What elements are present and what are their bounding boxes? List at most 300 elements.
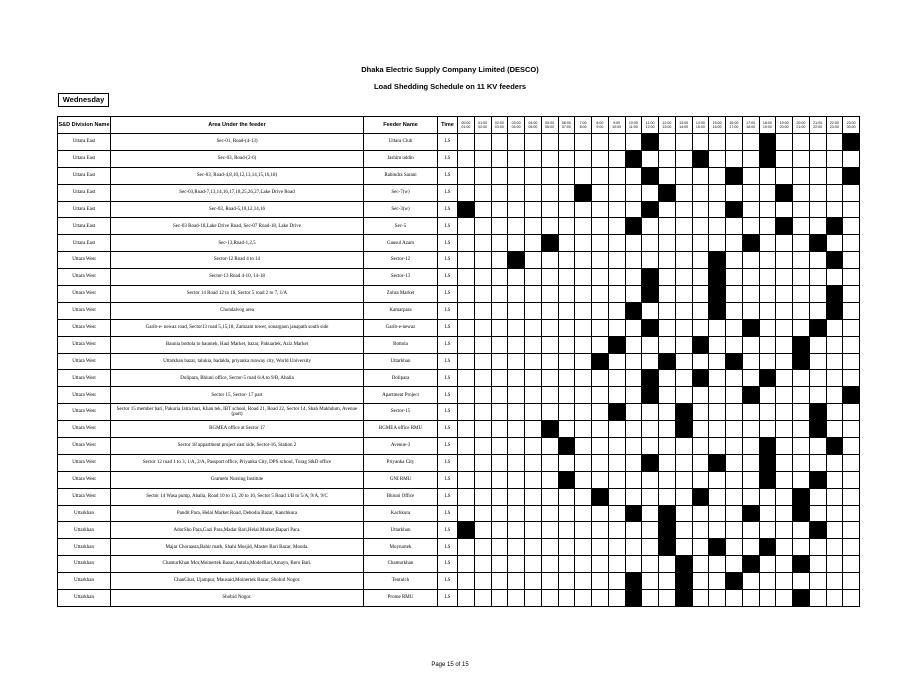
cell-time: LS	[438, 252, 458, 269]
shed-slot-empty	[826, 184, 843, 201]
shed-slot-empty	[625, 488, 642, 505]
shed-slot-empty	[675, 387, 692, 404]
shed-slot-empty	[525, 590, 542, 607]
cell-division: Uttara West	[58, 370, 111, 387]
shed-slot-empty	[575, 488, 592, 505]
cell-division: Uttarkhan	[58, 522, 111, 539]
shed-slot-empty	[608, 167, 625, 184]
shed-slot-empty	[474, 286, 491, 303]
shed-slot-filled	[843, 134, 860, 151]
shed-slot-empty	[541, 539, 558, 556]
shed-slot-empty	[776, 556, 793, 573]
shed-slot-filled	[642, 319, 659, 336]
shed-slot-empty	[776, 454, 793, 471]
shed-slot-empty	[541, 269, 558, 286]
shed-slot-empty	[592, 370, 609, 387]
shed-slot-empty	[826, 556, 843, 573]
shed-slot-empty	[491, 556, 508, 573]
shed-slot-empty	[692, 302, 709, 319]
shed-slot-empty	[541, 488, 558, 505]
shed-slot-empty	[826, 134, 843, 151]
slot-start: 17:00	[746, 120, 756, 125]
shed-slot-empty	[826, 353, 843, 370]
shed-slot-empty	[625, 336, 642, 353]
table-row	[58, 370, 860, 387]
shed-slot-empty	[742, 336, 759, 353]
shed-slot-filled	[659, 522, 676, 539]
shed-slot-empty	[541, 134, 558, 151]
shed-slot-empty	[793, 269, 810, 286]
shed-slot-empty	[575, 438, 592, 455]
shed-slot-empty	[525, 556, 542, 573]
shed-slot-empty	[809, 134, 826, 151]
shed-slot-filled	[843, 167, 860, 184]
shed-slot-empty	[508, 454, 525, 471]
shed-slot-empty	[675, 167, 692, 184]
table-header-row	[58, 117, 860, 134]
shed-slot-empty	[759, 319, 776, 336]
slot-start: 7:00	[579, 120, 587, 125]
shed-slot-empty	[541, 286, 558, 303]
slot-end: 07:00	[561, 125, 571, 129]
shed-slot-filled	[625, 505, 642, 522]
table-row	[58, 590, 860, 607]
shed-slot-empty	[659, 590, 676, 607]
cell-division: Uttara East	[58, 184, 111, 201]
shed-slot-empty	[776, 471, 793, 488]
cell-time: LS	[438, 167, 458, 184]
shed-slot-empty	[659, 150, 676, 167]
shed-slot-empty	[625, 286, 642, 303]
shed-slot-empty	[726, 150, 743, 167]
shed-slot-empty	[491, 404, 508, 421]
shed-slot-filled	[759, 471, 776, 488]
shed-slot-empty	[508, 522, 525, 539]
shed-slot-empty	[625, 556, 642, 573]
shed-slot-empty	[809, 184, 826, 201]
shed-slot-empty	[558, 404, 575, 421]
shed-slot-empty	[541, 302, 558, 319]
shed-slot-empty	[659, 252, 676, 269]
shed-slot-empty	[642, 539, 659, 556]
shed-slot-empty	[826, 235, 843, 252]
shed-slot-empty	[491, 269, 508, 286]
shed-slot-empty	[709, 167, 726, 184]
day-label: Wednesday	[58, 93, 109, 107]
shed-slot-empty	[793, 235, 810, 252]
shed-slot-empty	[709, 404, 726, 421]
shed-slot-empty	[474, 370, 491, 387]
shed-slot-empty	[776, 573, 793, 590]
shed-slot-filled	[793, 505, 810, 522]
table-row	[58, 235, 860, 252]
shed-slot-empty	[692, 319, 709, 336]
shed-slot-empty	[491, 488, 508, 505]
cell-area: BGMEA office at Sector 17	[111, 421, 364, 438]
shed-slot-empty	[793, 539, 810, 556]
shed-slot-empty	[508, 438, 525, 455]
shed-slot-filled	[692, 370, 709, 387]
cell-time: LS	[438, 387, 458, 404]
shed-slot-empty	[809, 286, 826, 303]
header-slot	[776, 117, 793, 134]
shed-slot-empty	[843, 184, 860, 201]
shed-slot-empty	[759, 421, 776, 438]
shed-slot-empty	[809, 505, 826, 522]
shed-slot-empty	[458, 235, 475, 252]
shed-slot-empty	[491, 286, 508, 303]
shed-slot-empty	[458, 218, 475, 235]
shed-slot-empty	[826, 387, 843, 404]
cell-time: LS	[438, 370, 458, 387]
shed-slot-filled	[709, 302, 726, 319]
cell-area: Sec-01, Road-(4-13)	[111, 134, 364, 151]
shed-slot-empty	[625, 454, 642, 471]
shed-slot-empty	[558, 336, 575, 353]
cell-division: Uttara East	[58, 235, 111, 252]
shed-slot-empty	[608, 184, 625, 201]
shed-slot-empty	[726, 471, 743, 488]
shed-slot-empty	[474, 522, 491, 539]
slot-start: 13:00	[679, 120, 689, 125]
shed-slot-empty	[525, 387, 542, 404]
slot-start: 9:00	[613, 120, 621, 125]
slot-end: 13:00	[662, 125, 672, 129]
shed-slot-empty	[625, 522, 642, 539]
shed-slot-empty	[659, 556, 676, 573]
cell-time: LS	[438, 235, 458, 252]
shed-slot-empty	[474, 218, 491, 235]
shed-slot-empty	[575, 167, 592, 184]
schedule-body	[58, 134, 860, 607]
shed-slot-empty	[742, 539, 759, 556]
shed-slot-empty	[809, 150, 826, 167]
shed-slot-empty	[843, 421, 860, 438]
shed-slot-empty	[726, 184, 743, 201]
shed-slot-empty	[558, 522, 575, 539]
shed-slot-empty	[491, 505, 508, 522]
cell-feeder: Sector-15	[364, 404, 438, 421]
cell-division: Uttara West	[58, 336, 111, 353]
cell-area: Sector 14 Wasa pump, Abalia, Road 10 to 13, 20 to 16, Sector 5 Road 1/B to 5/A, 9/A, 9/C	[111, 488, 364, 505]
shed-slot-empty	[508, 269, 525, 286]
shed-slot-empty	[809, 488, 826, 505]
table-row	[58, 505, 860, 522]
header-slot	[709, 117, 726, 134]
shed-slot-empty	[508, 184, 525, 201]
shed-slot-empty	[709, 505, 726, 522]
cell-division: Uttarkhan	[58, 590, 111, 607]
shed-slot-empty	[525, 471, 542, 488]
shed-slot-empty	[675, 505, 692, 522]
header-division: S&D Division Name	[58, 117, 111, 134]
shed-slot-empty	[592, 167, 609, 184]
header-slot	[508, 117, 525, 134]
shed-slot-empty	[742, 421, 759, 438]
shed-slot-empty	[675, 488, 692, 505]
shed-slot-empty	[608, 319, 625, 336]
table-row	[58, 269, 860, 286]
shed-slot-empty	[558, 505, 575, 522]
cell-division: Uttara West	[58, 404, 111, 421]
shed-slot-empty	[458, 404, 475, 421]
slot-start: 10:00	[628, 120, 638, 125]
shed-slot-empty	[625, 319, 642, 336]
shed-slot-empty	[508, 134, 525, 151]
shed-slot-empty	[793, 404, 810, 421]
shed-slot-empty	[809, 201, 826, 218]
shed-slot-empty	[474, 590, 491, 607]
shed-slot-empty	[659, 404, 676, 421]
shed-slot-empty	[558, 134, 575, 151]
shed-slot-empty	[575, 556, 592, 573]
cell-area: Pandit Para, Helal Market Road, Debodia Bazar, Kanchkura	[111, 505, 364, 522]
shed-slot-empty	[709, 522, 726, 539]
table-row	[58, 353, 860, 370]
header-slot	[575, 117, 592, 134]
shed-slot-empty	[692, 235, 709, 252]
shed-slot-empty	[675, 319, 692, 336]
shed-slot-empty	[541, 150, 558, 167]
cell-area: Sec-03 Road-18,Lake Drive Road, Sec-07 Road-18, Lake Drive	[111, 218, 364, 235]
shed-slot-empty	[776, 201, 793, 218]
shed-slot-empty	[793, 201, 810, 218]
shed-slot-empty	[759, 184, 776, 201]
table-row	[58, 218, 860, 235]
shed-slot-empty	[474, 201, 491, 218]
shed-slot-empty	[592, 438, 609, 455]
shed-slot-empty	[675, 336, 692, 353]
shed-slot-empty	[608, 505, 625, 522]
shed-slot-empty	[491, 353, 508, 370]
shed-slot-empty	[474, 454, 491, 471]
shed-slot-empty	[826, 269, 843, 286]
shed-slot-empty	[625, 387, 642, 404]
shed-slot-empty	[525, 539, 542, 556]
shed-slot-filled	[642, 201, 659, 218]
shed-slot-empty	[558, 184, 575, 201]
slot-start: 22:00	[829, 120, 839, 125]
shed-slot-empty	[508, 235, 525, 252]
shed-slot-empty	[592, 269, 609, 286]
shed-slot-empty	[793, 370, 810, 387]
shed-slot-empty	[642, 252, 659, 269]
shed-slot-empty	[726, 319, 743, 336]
shed-slot-empty	[809, 387, 826, 404]
shed-slot-empty	[592, 421, 609, 438]
shed-slot-empty	[525, 454, 542, 471]
shed-slot-empty	[525, 370, 542, 387]
shed-slot-filled	[759, 454, 776, 471]
shed-slot-empty	[709, 590, 726, 607]
shed-slot-empty	[826, 454, 843, 471]
shed-slot-empty	[474, 573, 491, 590]
header-slot	[458, 117, 475, 134]
shed-slot-empty	[491, 590, 508, 607]
shed-slot-empty	[675, 269, 692, 286]
shed-slot-empty	[608, 387, 625, 404]
shed-slot-empty	[541, 556, 558, 573]
shed-slot-empty	[592, 454, 609, 471]
header-slot	[692, 117, 709, 134]
slot-end: 02:00	[478, 125, 488, 129]
shed-slot-empty	[458, 488, 475, 505]
shed-slot-empty	[592, 184, 609, 201]
shed-slot-filled	[642, 134, 659, 151]
slot-end: 05:00	[528, 125, 538, 129]
shed-slot-empty	[692, 404, 709, 421]
cell-time: LS	[438, 184, 458, 201]
shed-slot-empty	[608, 286, 625, 303]
shed-slot-empty	[558, 539, 575, 556]
table-row	[58, 387, 860, 404]
shed-slot-filled	[793, 556, 810, 573]
shed-slot-empty	[793, 218, 810, 235]
cell-division: Uttara East	[58, 134, 111, 151]
cell-time: LS	[438, 488, 458, 505]
header-slot	[809, 117, 826, 134]
slot-start: 18:00	[762, 120, 772, 125]
shed-slot-filled	[709, 269, 726, 286]
shed-slot-empty	[692, 167, 709, 184]
shed-slot-filled	[692, 150, 709, 167]
cell-area: Baunia bottola to bauntek, Hazi Market, bazar, Pakuartek, Aziz Market	[111, 336, 364, 353]
table-row	[58, 471, 860, 488]
cell-time: LS	[438, 319, 458, 336]
shed-slot-empty	[843, 150, 860, 167]
shed-slot-empty	[608, 134, 625, 151]
shed-slot-empty	[793, 286, 810, 303]
slot-end: 9:00	[596, 125, 604, 129]
shed-slot-empty	[541, 370, 558, 387]
shed-slot-filled	[742, 387, 759, 404]
slot-start: 11:00	[645, 120, 655, 125]
shed-slot-empty	[709, 421, 726, 438]
shed-slot-empty	[843, 488, 860, 505]
shed-slot-empty	[659, 370, 676, 387]
shed-slot-empty	[575, 269, 592, 286]
shed-slot-empty	[558, 370, 575, 387]
shed-slot-empty	[608, 353, 625, 370]
shed-slot-empty	[575, 454, 592, 471]
shed-slot-empty	[575, 471, 592, 488]
shed-slot-filled	[642, 370, 659, 387]
shed-slot-empty	[575, 539, 592, 556]
shed-slot-empty	[625, 167, 642, 184]
shed-slot-empty	[843, 556, 860, 573]
cell-time: LS	[438, 505, 458, 522]
shed-slot-empty	[642, 404, 659, 421]
shed-slot-empty	[692, 387, 709, 404]
shed-slot-empty	[458, 184, 475, 201]
shed-slot-filled	[625, 302, 642, 319]
shed-slot-filled	[776, 184, 793, 201]
shed-slot-empty	[776, 167, 793, 184]
slot-end: 23:00	[829, 125, 839, 129]
cell-time: LS	[438, 302, 458, 319]
shed-slot-empty	[458, 286, 475, 303]
cell-area: Shohid Nogor.	[111, 590, 364, 607]
shed-slot-empty	[726, 370, 743, 387]
shed-slot-empty	[592, 539, 609, 556]
shed-slot-empty	[508, 505, 525, 522]
shed-slot-empty	[491, 252, 508, 269]
shed-slot-empty	[491, 201, 508, 218]
cell-division: Uttara West	[58, 353, 111, 370]
shed-slot-filled	[726, 573, 743, 590]
shed-slot-empty	[558, 319, 575, 336]
shed-slot-empty	[692, 590, 709, 607]
header-slot	[541, 117, 558, 134]
shed-slot-empty	[742, 150, 759, 167]
shed-slot-filled	[759, 134, 776, 151]
shed-slot-filled	[809, 421, 826, 438]
shed-slot-empty	[525, 134, 542, 151]
shed-slot-filled	[558, 438, 575, 455]
shed-slot-empty	[726, 286, 743, 303]
shed-slot-empty	[474, 302, 491, 319]
shed-slot-empty	[458, 370, 475, 387]
shed-slot-empty	[608, 539, 625, 556]
shed-slot-empty	[592, 302, 609, 319]
cell-division: Uttara West	[58, 302, 111, 319]
cell-area: Sec-03, Road-5,10,12,14,16	[111, 201, 364, 218]
shed-slot-empty	[508, 353, 525, 370]
slot-start: 23:00	[846, 120, 856, 125]
shed-slot-empty	[525, 505, 542, 522]
shed-slot-empty	[608, 421, 625, 438]
shed-slot-empty	[759, 404, 776, 421]
shed-slot-empty	[458, 421, 475, 438]
shed-slot-empty	[625, 134, 642, 151]
shed-slot-empty	[625, 421, 642, 438]
shed-slot-empty	[759, 336, 776, 353]
cell-area: Sector-12 Road 4 to 14	[111, 252, 364, 269]
shed-slot-empty	[776, 370, 793, 387]
header-slot	[793, 117, 810, 134]
cell-time: LS	[438, 556, 458, 573]
cell-feeder: Uttarkhan	[364, 522, 438, 539]
shed-slot-empty	[491, 573, 508, 590]
shed-slot-empty	[642, 505, 659, 522]
cell-area: Sector 18 appartment project east side, Sector-16, Station 2	[111, 438, 364, 455]
shed-slot-filled	[809, 319, 826, 336]
shed-slot-empty	[742, 573, 759, 590]
cell-feeder: GNI RMU	[364, 471, 438, 488]
shed-slot-empty	[726, 488, 743, 505]
slot-end: 8:00	[579, 125, 587, 129]
shed-slot-empty	[558, 252, 575, 269]
shed-slot-empty	[742, 302, 759, 319]
slot-end: 18:00	[746, 125, 756, 129]
cell-area: Dolipara, Bhiuni office, Sector-5 road 6/A to 9/B, Abalia	[111, 370, 364, 387]
cell-feeder: Uttara Club	[364, 134, 438, 151]
shed-slot-empty	[474, 471, 491, 488]
shed-slot-empty	[776, 488, 793, 505]
cell-area: Sector 14 Road 12 to 18, Sector 5 road 2 to 7, 1/A	[111, 286, 364, 303]
shed-slot-empty	[826, 370, 843, 387]
table-row	[58, 252, 860, 269]
header-slot	[675, 117, 692, 134]
shed-slot-filled	[709, 286, 726, 303]
cell-area: AdorSho Para,Gazi Para,Madar Bari,Helal Market,Bapari Para.	[111, 522, 364, 539]
shed-slot-empty	[491, 319, 508, 336]
shed-slot-filled	[592, 488, 609, 505]
slot-end: 16:00	[712, 125, 722, 129]
shed-slot-empty	[675, 353, 692, 370]
shed-slot-empty	[508, 201, 525, 218]
shed-slot-filled	[759, 539, 776, 556]
